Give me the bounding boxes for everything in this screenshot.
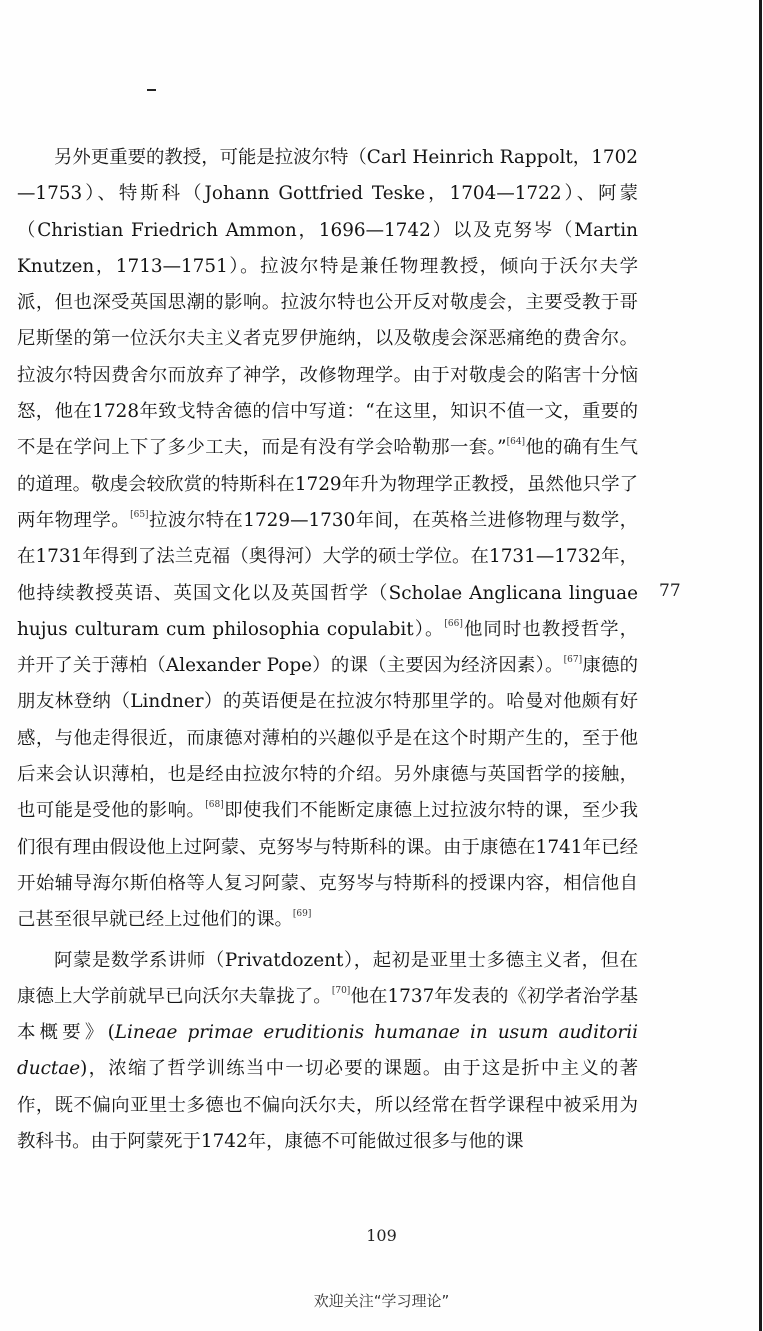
footnote-ref-70[interactable]: [70] [331, 985, 351, 996]
text-run: 他在1737年发表的《初学者治学基本概要》( [17, 985, 638, 1044]
original-page-number: 77 [659, 581, 681, 601]
footnote-ref-66[interactable]: [66] [444, 618, 463, 629]
footer-note: 欢迎关注“学习理论” [313, 1292, 450, 1310]
footnote-ref-68[interactable]: [68] [205, 800, 224, 811]
text-run: 阿蒙是数学系讲师（Privatdozent），起初是亚里士多德主义者，但在康德上大学前就早已向沃尔夫靠拢了。 [17, 949, 638, 1007]
text-run: 即使我们不能断定康德上过拉波尔特的课，至少我们很有理由假设他上过阿蒙、克努岑与特斯科的课。由于康德在1741年已经开始辅导海尔斯伯格等人复习阿蒙、克努岑与特斯科的授课内容，相信他自己甚至很早就已经上过他们的课。 [17, 800, 638, 931]
page-number: 109 [366, 1226, 397, 1245]
text-run: 另外更重要的教授，可能是拉波尔特（Carl Heinrich Rappolt，1702—1753）、特斯科（Johann Gottfried Teske，1704—1722）、阿蒙（Christian Friedrich Ammon，1696—1742）以及克努岑（Martin Knutzen，1713—1751）。拉波尔特是兼任物理教授，倾向于沃尔夫学派，但也深受英国思潮的影响。拉波尔特也公开反对敬虔会，主要受教于哥尼斯堡的第一位沃尔夫主义者克罗伊施纳，以及敬虔会深恶痛绝的费舍尔。拉波尔特因费舍尔而放弃了神学，改修物理学。由于对敬虔会的陷害十分恼怒，他在1728年致戈特舍德的信中写道：“在这里，知识不值一文，重要的不是在学问上下了多少工夫，而是有没有学会哈勒那一套。” [17, 147, 638, 459]
latin-book-title: Lineae primae eruditionis humanae in usum auditorii ductae [17, 1022, 638, 1080]
text-run: 拉波尔特在1729—1730年间，在英格兰进修物理与数学，在1731年得到了法兰克福（奥得河）大学的硕士学位。在1731—1732年，他持续教授英语、英国文化以及英国哲学（Scholae Anglicana linguae hujus culturam cum philosophia copulabit）。 [17, 509, 638, 640]
footnote-ref-65[interactable]: [65] [130, 509, 149, 520]
body-text [17, 140, 638, 1160]
text-run: )，浓缩了哲学训练当中一切必要的课题。由于这是折中主义的著作，既不偏向亚里士多德也不偏向沃尔夫，所以经常在哲学课程中被采用为教科书。由于阿蒙死于1742年，康德不可能做过很多与他的课 [17, 1058, 638, 1153]
footnote-ref-64[interactable]: [64] [506, 437, 526, 448]
scan-edge-line [759, 0, 762, 1331]
footnote-ref-69[interactable]: [69] [292, 909, 312, 920]
scan-mark [147, 89, 156, 91]
paragraph-1 [17, 140, 638, 939]
text-run: 他的确有生气的道理。敬虔会较欣赏的特斯科在1729年升为物理学正教授，虽然他只学了两年物理学。 [17, 437, 638, 531]
text-run: 他同时也教授哲学，并开了关于薄柏（Alexander Pope）的课（主要因为经济因素）。 [17, 618, 638, 677]
paragraph-2 [17, 943, 638, 1161]
text-run: 康德的朋友林登纳（Lindner）的英语便是在拉波尔特那里学的。哈曼对他颇有好感，与他走得很近，而康德对薄柏的兴趣似乎是在这个时期产生的，至于他后来会认识薄柏，也是经由拉波尔特的介绍。另外康德与英国哲学的接触，也可能是受他的影响。 [17, 655, 638, 822]
footnote-ref-67[interactable]: [67] [563, 655, 583, 666]
